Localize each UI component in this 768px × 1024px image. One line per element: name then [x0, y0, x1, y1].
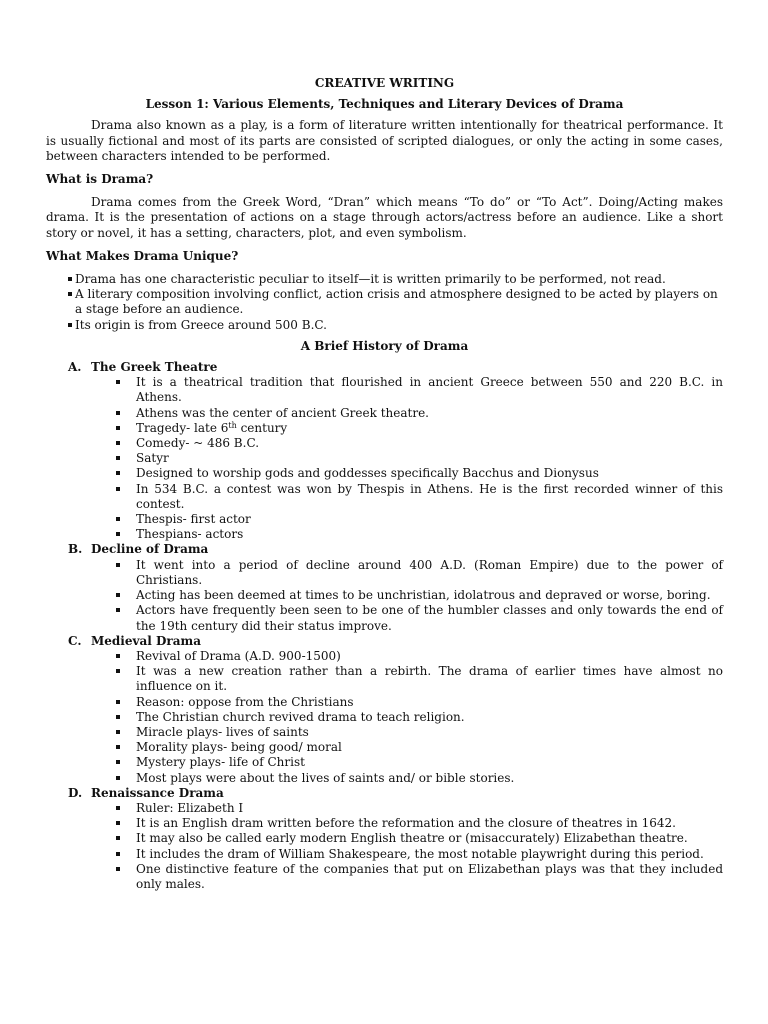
bullet-icon	[116, 471, 120, 475]
section-heading-renaissance-drama: D. Renaissance Drama	[68, 785, 224, 800]
bullet-icon	[116, 836, 120, 840]
list-item: Thespis- first actor	[136, 512, 723, 527]
section-heading-decline-of-drama: B. Decline of Drama	[68, 542, 209, 557]
list-item: Mystery plays- life of Christ	[136, 755, 723, 770]
bullet-icon	[116, 852, 120, 856]
intro-paragraph: Drama also known as a play, is a form of literature written intentionally for theatrical performance. It is usually fictional and most of its parts are consisted of scripted dialogues, or only the acting in some cases, between characters intended to be performed.	[46, 118, 723, 163]
unique-list	[46, 272, 723, 333]
list-item: Drama has one characteristic peculiar to itself—it is written primarily to be performed, not read.	[46, 272, 723, 287]
list-item: Acting has been deemed at times to be unchristian, idolatrous and depraved or worse, boring.	[136, 588, 723, 603]
history-title: A Brief History of Drama	[300, 338, 469, 353]
lesson-title: Lesson 1: Various Elements, Techniques and Literary Devices of Drama	[145, 97, 624, 112]
bullet-icon	[116, 441, 120, 445]
list-item: It is a theatrical tradition that flourished in ancient Greece between 550 and 220 B.C. in Athens.	[136, 375, 723, 405]
list-item: Athens was the center of ancient Greek theatre.	[136, 406, 723, 421]
what-makes-drama-unique-heading: What Makes Drama Unique?	[46, 248, 239, 263]
list-item: Morality plays- being good/ moral	[136, 740, 723, 755]
bullet-icon	[68, 323, 72, 327]
section-heading-medieval-drama: C. Medieval Drama	[68, 633, 201, 648]
bullet-icon	[116, 426, 120, 430]
decline-of-drama-list	[46, 558, 723, 634]
list-item: Miracle plays- lives of saints	[136, 725, 723, 740]
list-item: It includes the dram of William Shakespeare, the most notable playwright during this period.	[136, 847, 723, 862]
bullet-icon	[116, 760, 120, 764]
list-item: It was a new creation rather than a rebirth. The drama of earlier times have almost no influence on it.	[136, 664, 723, 694]
list-item: Revival of Drama (A.D. 900-1500)	[136, 649, 723, 664]
bullet-icon	[116, 380, 120, 384]
bullet-icon	[116, 730, 120, 734]
medieval-drama-list	[46, 649, 723, 786]
bullet-icon	[116, 517, 120, 521]
list-item: Satyr	[136, 451, 723, 466]
list-item: It went into a period of decline around 400 A.D. (Roman Empire) due to the power of Christians.	[136, 558, 723, 588]
list-item: It is an English dram written before the reformation and the closure of theatres in 1642.	[136, 816, 723, 831]
what-is-drama-paragraph: Drama comes from the Greek Word, “Dran” which means “To do” or “To Act”. Doing/Acting makes drama. It is the presentation of actions on a stage through actors/actress before an audience. Like a short story or novel, it has a setting, characters, plot, and even symbolism.	[46, 195, 723, 240]
list-item: In 534 B.C. a contest was won by Thespis in Athens. He is the first recorded winner of this contest.	[136, 482, 723, 512]
bullet-icon	[116, 821, 120, 825]
bullet-icon	[116, 806, 120, 810]
bullet-icon	[68, 277, 72, 281]
section-heading-greek-theatre: A. The Greek Theatre	[68, 360, 218, 375]
list-item: Designed to worship gods and goddesses specifically Bacchus and Dionysus	[136, 466, 723, 481]
list-item: Tragedy- late 6th century	[136, 421, 723, 436]
renaissance-drama-list	[46, 801, 723, 892]
bullet-icon	[116, 745, 120, 749]
bullet-icon	[116, 456, 120, 460]
list-item: Its origin is from Greece around 500 B.C.	[46, 318, 723, 333]
bullet-icon	[116, 608, 120, 612]
bullet-icon	[116, 776, 120, 780]
document-title: CREATIVE WRITING	[314, 76, 455, 90]
greek-theatre-list	[46, 375, 723, 542]
list-item: Reason: oppose from the Christians	[136, 695, 723, 710]
list-item: Most plays were about the lives of saints and/ or bible stories.	[136, 771, 723, 786]
bullet-icon	[116, 532, 120, 536]
bullet-icon	[116, 593, 120, 597]
bullet-icon	[116, 411, 120, 415]
bullet-icon	[116, 715, 120, 719]
list-item: Comedy- ~ 486 B.C.	[136, 436, 723, 451]
bullet-icon	[116, 563, 120, 567]
list-item: Ruler: Elizabeth I	[136, 801, 723, 816]
list-item: One distinctive feature of the companies that put on Elizabethan plays was that they included only males.	[136, 862, 723, 892]
bullet-icon	[116, 867, 120, 871]
what-is-drama-heading: What is Drama?	[46, 172, 154, 187]
list-item: Thespians- actors	[136, 527, 723, 542]
bullet-icon	[116, 700, 120, 704]
list-item: A literary composition involving conflict, action crisis and atmosphere designed to be acted by players on a stage before an audience.	[46, 287, 723, 317]
bullet-icon	[116, 654, 120, 658]
list-item: Actors have frequently been seen to be one of the humbler classes and only towards the end of the 19th century did their status improve.	[136, 603, 723, 633]
bullet-icon	[116, 669, 120, 673]
list-item: It may also be called early modern English theatre or (misaccurately) Elizabethan theatre.	[136, 831, 723, 846]
bullet-icon	[68, 292, 72, 296]
bullet-icon	[116, 487, 120, 491]
list-item: The Christian church revived drama to teach religion.	[136, 710, 723, 725]
